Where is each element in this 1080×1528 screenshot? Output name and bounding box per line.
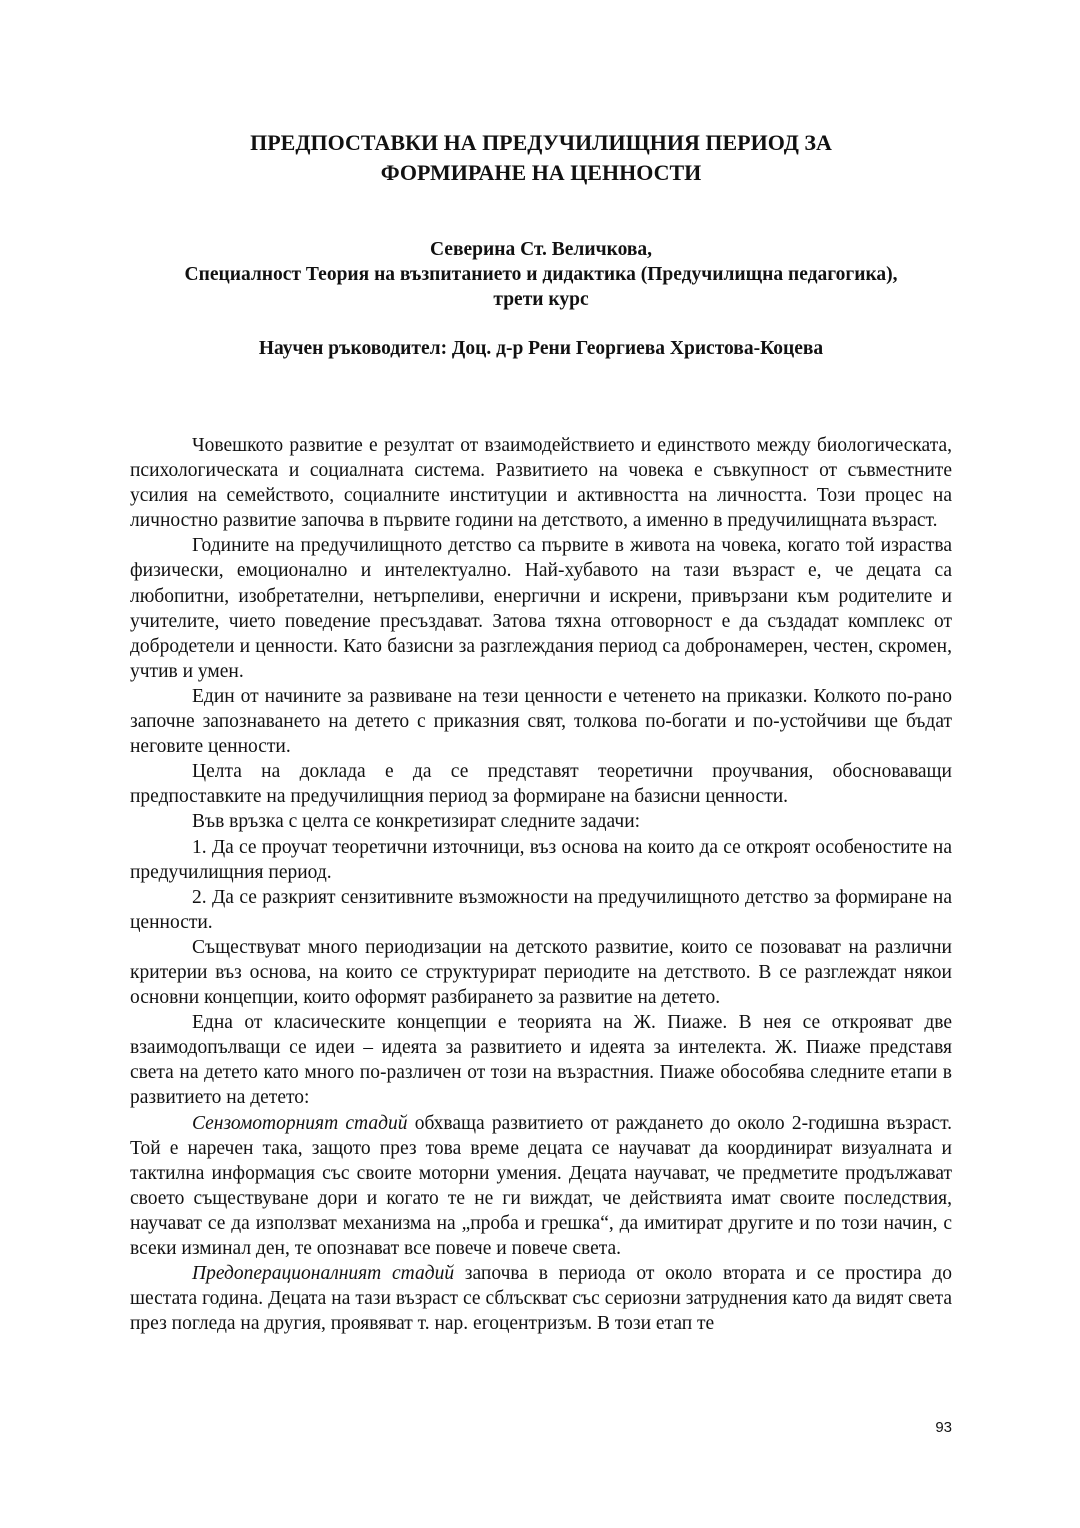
stage-description-preoperational: започва в периода от около втората и се простира до шестата година. Децата на тази възраст се сблъскват със сериозни затруднения като да видят света през погледа на другия, проявяват т. нар. егоцентризъм. В този етап те <box>130 1263 953 1335</box>
body-paragraph-6: 1. Да се проучат теоретични източници, въз основа на които да се откроят особеностите на предучилищния период. <box>130 836 952 883</box>
body-paragraph-5: Във връзка с целта се конкретизират следните задачи: <box>192 811 641 833</box>
body-paragraph-1: Човешкото развитие е резултат от взаимодействието и единството между биологическата, психологическата и социалната система. Развитието на човека е съвкупност от съвместните усилия на семейството, социалните институции и активността на личността. Този процес на личностно развитие започва в първите години на детството, а именно в предучилищната възраст. <box>130 435 952 532</box>
author-year: трети курс <box>493 289 589 310</box>
body-paragraph-3: Един от начините за развиване на тези ценности е четенето на приказки. Колкото по-рано започне запознаването на детето с приказния свят, толкова по-богати и по-устойчиви ще бъдат неговите ценности. <box>130 685 952 758</box>
title-line-1: ПРЕДПОСТАВКИ НА ПРЕДУЧИЛИЩНИЯ ПЕРИОД ЗА <box>250 130 832 155</box>
body-paragraph-2: Годините на предучилищното детство са първите в живота на човека, когато той израства физически, емоционално и интелектуално. Най-хубавото на тази възраст е, че децата са любопитни, изобретателни, нетърпеливи, енергични и искрени, привързани към родителите и учителите, чието поведение пресъздават. Затова тяхна отговорност е да създадат комплекс от добродетели и ценности. Като базисни за разглеждания период са добронамерен, честен, скромен, учтив и умен. <box>130 535 952 682</box>
author-name: Северина Ст. Величкова, <box>429 239 653 260</box>
body-paragraph-11 <box>130 1261 952 1336</box>
author-specialty: Специалност Теория на възпитанието и дидактика (Предучилищна педагогика), <box>184 264 898 285</box>
page-number: 93 <box>935 1419 952 1436</box>
title-line-2: ФОРМИРАНЕ НА ЦЕННОСТИ <box>380 160 702 185</box>
body-paragraph-8: Съществуват много периодизации на детското развитие, които се позовават на различни критерии въз основа, на които се структурират периодите на детството. В се разглеждат някои основни концепции, които оформят разбирането за развитие на детето. <box>130 936 952 1009</box>
body-paragraph-9: Една от класическите концепции е теорията на Ж. Пиаже. В нея се открояват две взаимодопълващи се идеи – идеята за развитието и идеята за интелекта. Ж. Пиаже представя света на детето като много по-различен от този на възрастния. Пиаже обособява следните етапи в развитието на детето: <box>130 1012 952 1109</box>
supervisor-line: Научен ръководител: Доц. д-р Рени Георгиева Христова-Коцева <box>258 338 824 359</box>
stage-term-sensorimotor: Сензомоторният стадий <box>192 1112 408 1134</box>
paper-body <box>130 433 952 1336</box>
body-paragraph-10 <box>130 1111 952 1262</box>
paper-page <box>130 128 952 1336</box>
body-paragraph-7: 2. Да се разкрият сензитивните възможности на предучилищното детство за формиране на ценности. <box>130 886 952 933</box>
paper-title <box>130 128 952 188</box>
stage-term-preoperational: Предоперационалният стадий <box>192 1263 455 1285</box>
stage-description-sensorimotor: обхваща развитието от раждането до около 2-годишна възраст. Той е наречен така, защото през това време децата се научават да координират визуалната и тактилна информация със своите моторни умения. Децата научават, че предметите продължават своето съществуване дори и когато те не ги виждат, че действията имат своите последствия, научават се да използват механизма на „проба и грешка“, да имитират другите и по този начин, с всеки изминал ден, те опознават все повече и повече света. <box>130 1112 952 1259</box>
body-paragraph-4: Целта на доклада е да се представят теоретични проучвания, обосноваващи предпоставките на предучилищния период за формиране на базисни ценности. <box>130 761 952 808</box>
author-block <box>130 237 952 312</box>
